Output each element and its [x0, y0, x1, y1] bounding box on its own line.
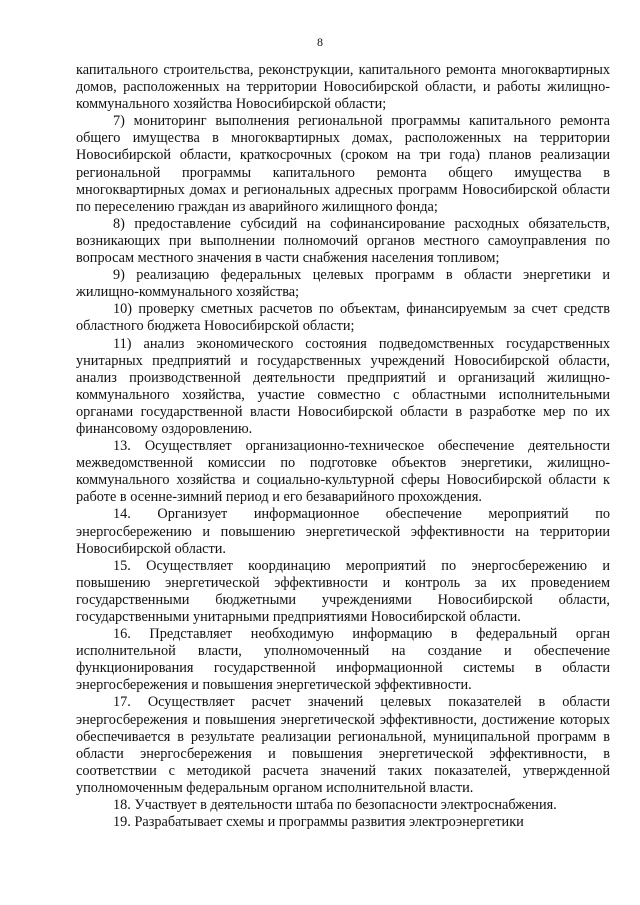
paragraph-item-9: 9) реализацию федеральных целевых программ в области энергетики и жилищно-коммунального хозяйства; — [76, 267, 610, 301]
paragraph-continuation: капитального строительства, реконструкции, капитального ремонта многоквартирных домов, расположенных на территории Новосибирской области, и работы жилищно-коммунального хозяйства Новосибирской области; — [76, 62, 610, 113]
paragraph-section-17: 17. Осуществляет расчет значений целевых показателей в области энергосбережения и повышения энергетической эффективности, достижение которых обеспечивается в результате реализации региональной, муниципальной программ в области энергосбережения и повышения энергетической эффективности, в соответствии с методикой расчета значений таких показателей, утвержденной уполномоченным федеральным органом исполнительной власти. — [76, 694, 610, 796]
paragraph-item-8: 8) предоставление субсидий на софинансирование расходных обязательств, возникающих при выполнении полномочий органов местного самоуправления по вопросам местного значения в части снабжения населения топливом; — [76, 215, 610, 267]
paragraph-item-10: 10) проверку сметных расчетов по объектам, финансируемым за счет средств областного бюджета Новосибирской области; — [76, 301, 610, 335]
paragraph-section-13: 13. Осуществляет организационно-техническое обеспечение деятельности межведомственной комиссии по подготовке объектов энергетики, жилищно-коммунального хозяйства и социально-культурной сферы Новосибирской области к работе в осенне-зимний период и его безаварийного прохождения. — [76, 438, 610, 506]
paragraph-item-11: 11) анализ экономического состояния подведомственных государственных унитарных предприятий и государственных учреждений Новосибирской области, анализ производственной деятельности предприятий и организаций жилищно-коммунального хозяйства, участие совместно с областными исполнительными органами государственной власти Новосибирской области в разработке мер по их финансовому оздоровлению. — [76, 335, 610, 437]
paragraph-section-19: 19. Разрабатывает схемы и программы развития электроэнергетики — [113, 814, 524, 831]
paragraph-section-16: 16. Представляет необходимую информацию в федеральный орган исполнительной власти, уполномоченный на создание и обеспечение функционирования государственной информационной системы в области энергосбережения и повышения энергетической эффективности. — [76, 626, 610, 694]
paragraph-section-14: 14. Организует информационное обеспечение мероприятий по энергосбережению и повышению энергетической эффективности на территории Новосибирской области. — [76, 506, 610, 557]
paragraph-section-18: 18. Участвует в деятельности штаба по безопасности электроснабжения. — [113, 797, 557, 814]
document-body — [76, 62, 610, 831]
page-number: 8 — [317, 35, 323, 49]
paragraph-section-15: 15. Осуществляет координацию мероприятий по энергосбережению и повышению энергетической эффективности и контроль за их проведением государственными бюджетными учреждениями Новосибирской области, государственными унитарными предприятиями Новосибирской области. — [76, 557, 610, 625]
paragraph-item-7: 7) мониторинг выполнения региональной программы капитального ремонта общего имущества в многоквартирных домах, расположенных на территории Новосибирской области, краткосрочных (сроком на три года) планов реализации региональной программы капитального ремонта общего имущества в многоквартирных домах и региональных адресных программ Новосибирской области по переселению граждан из аварийного жилищного фонда; — [76, 113, 610, 215]
